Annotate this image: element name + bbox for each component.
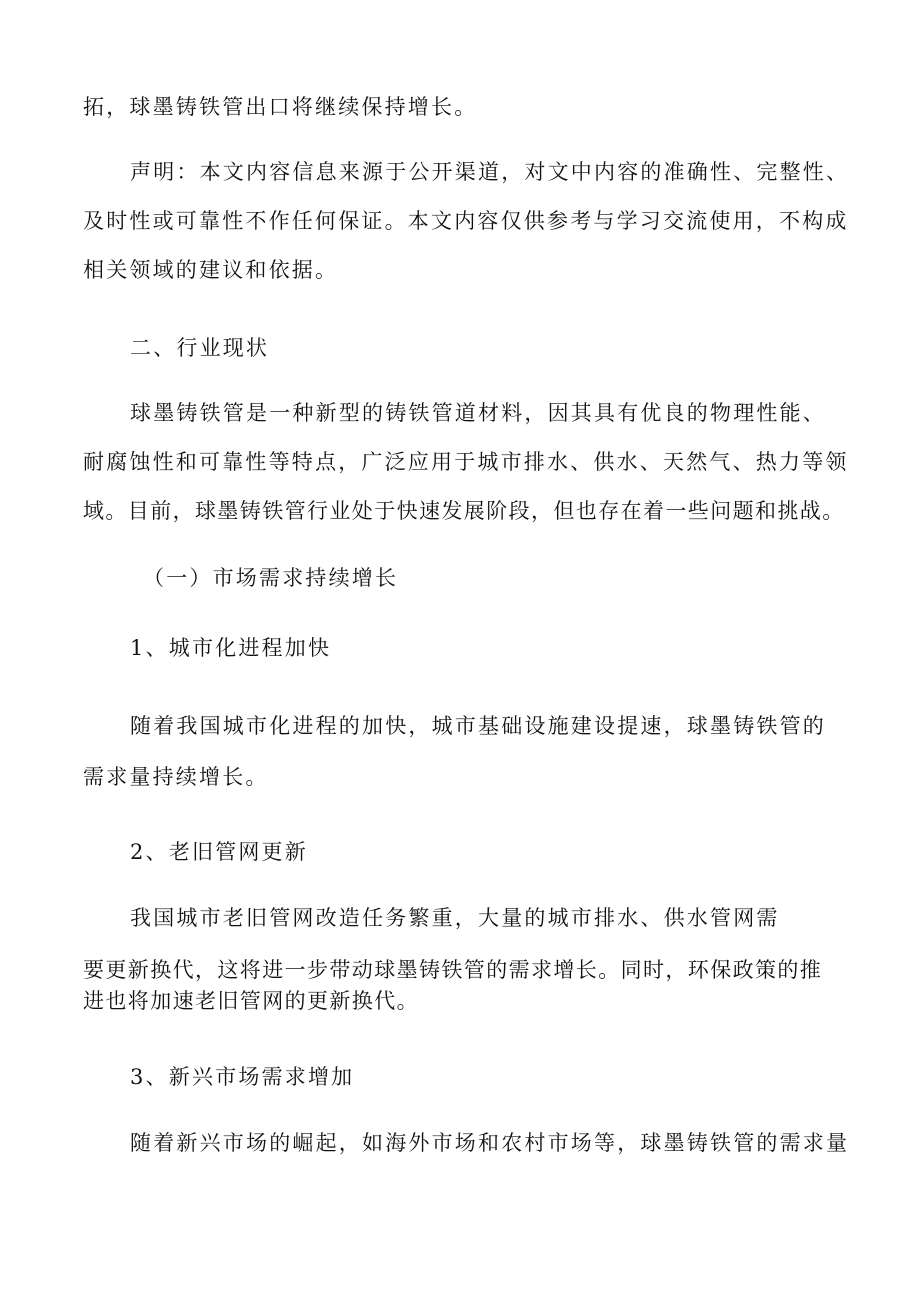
paragraph-line: 球墨铸铁管是一种新型的铸铁管道材料，因其具有优良的物理性能、 (130, 401, 826, 425)
disclaimer-line: 相关领域的建议和依据。 (83, 258, 339, 282)
section-heading: 二、行业现状 (130, 336, 270, 360)
subsection-heading: （一）市场需求持续增长 (143, 566, 399, 590)
paragraph-line: 耐腐蚀性和可靠性等特点，广泛应用于城市排水、供水、天然气、热力等领 (83, 450, 849, 474)
paragraph-line: 我国城市老旧管网改造任务繁重，大量的城市排水、供水管网需 (130, 906, 780, 930)
item-heading: 1、城市化进程加快 (130, 636, 332, 660)
paragraph-line: 域。目前，球墨铸铁管行业处于快速发展阶段，但也存在着一些问题和挑战。 (83, 499, 845, 523)
item-heading: 3、新兴市场需求增加 (130, 1065, 355, 1089)
item-heading: 2、老旧管网更新 (130, 840, 308, 864)
paragraph-line: 随着我国城市化进程的加快，城市基础设施建设提速，球墨铸铁管的 (130, 714, 826, 738)
paragraph-line: 拓，球墨铸铁管出口将继续保持增长。 (83, 95, 478, 119)
paragraph-line: 随着新兴市场的崛起，如海外市场和农村市场等，球墨铸铁管的需求量 (130, 1131, 850, 1155)
disclaimer-line: 及时性或可靠性不作任何保证。本文内容仅供参考与学习交流使用，不构成 (83, 209, 849, 233)
paragraph-line: 进也将加速老旧管网的更新换代。 (83, 989, 419, 1013)
disclaimer-line: 声明：本文内容信息来源于公开渠道，对文中内容的准确性、完整性、 (130, 160, 850, 184)
paragraph-line: 要更新换代，这将进一步带动球墨铸铁管的需求增长。同时，环保政策的推 (83, 958, 823, 982)
paragraph-line: 需求量持续增长。 (83, 765, 269, 789)
